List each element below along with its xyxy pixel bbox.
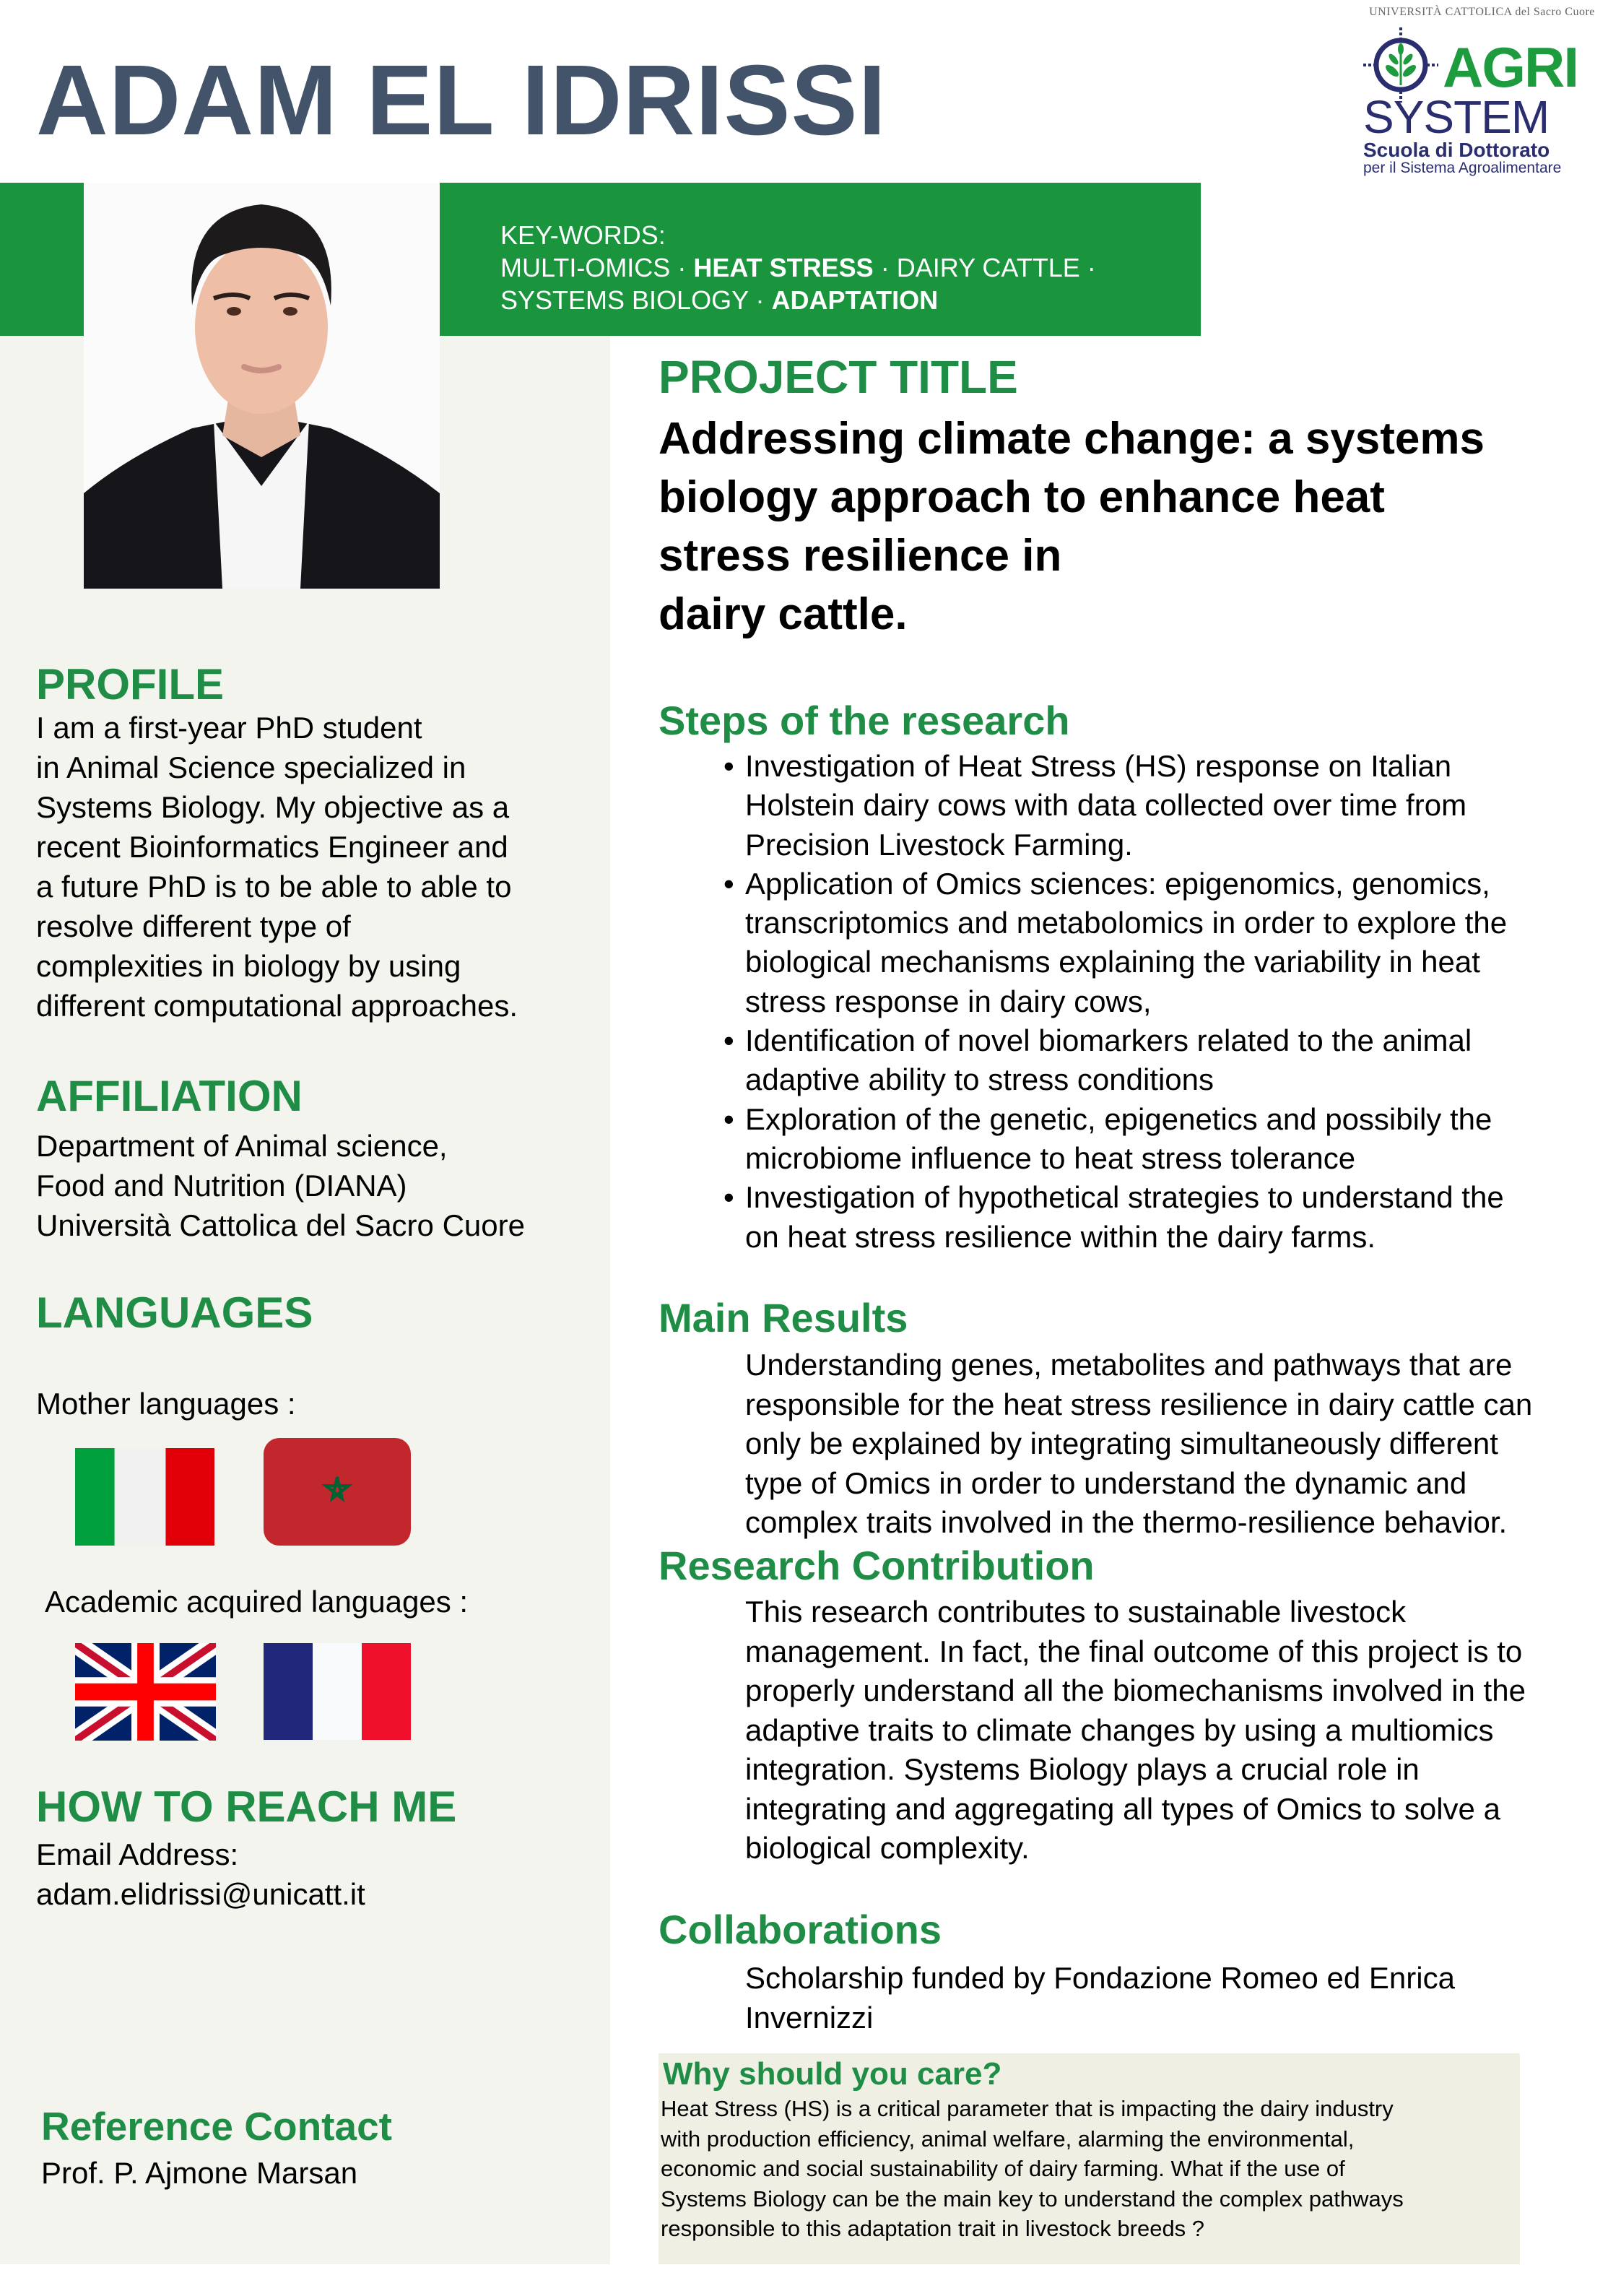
logo-subtitle: per il Sistema Agroalimentare	[1363, 160, 1562, 176]
keyword: MULTI-OMICS	[500, 253, 671, 282]
step-line: Investigation of hypothetical strategies to understand the	[745, 1180, 1504, 1215]
contribution-line: integrating and aggregating all types of Omics to solve a	[745, 1791, 1500, 1826]
profile-line: recent Bioinformatics Engineer and	[36, 830, 508, 864]
keyword: ADAPTATION	[771, 285, 939, 315]
contribution-heading: Research Contribution	[659, 1543, 1095, 1588]
results-line: type of Omics in order to understand the dynamic and	[745, 1465, 1467, 1500]
keyword: DAIRY CATTLE	[896, 253, 1080, 282]
profile-line: in Animal Science specialized in	[36, 750, 466, 784]
logo-agri: AGRI	[1443, 35, 1578, 99]
mother-languages-label: Mother languages :	[36, 1387, 296, 1421]
reference-name: Prof. P. Ajmone Marsan	[41, 2156, 358, 2190]
step-line: Exploration of the genetic, epigenetics and possibily the	[745, 1101, 1492, 1136]
steps-heading: Steps of the research	[659, 698, 1070, 743]
keyword-separator: ·	[1079, 253, 1096, 282]
results-line: only be explained by integrating simultaneously different	[745, 1426, 1498, 1460]
step-line: biological mechanisms explaining the variability in heat	[745, 945, 1480, 979]
contribution-line: integration. Systems Biology plays a crucial role in	[745, 1752, 1420, 1786]
agrisystem-logo	[1357, 6, 1607, 176]
steps-list	[723, 747, 1612, 1257]
bullet-icon: •	[723, 1023, 734, 1058]
project-title-line: Addressing climate change: a systems	[659, 414, 1485, 464]
project-title-line: stress resilience in	[659, 531, 1062, 581]
keywords	[500, 219, 1096, 316]
steps-list-item	[723, 747, 1612, 865]
why-care-text	[661, 2094, 1513, 2244]
contribution-line: management. In fact, the final outcome of this project is to	[745, 1634, 1523, 1668]
step-line: Application of Omics sciences: epigenomics, genomics,	[745, 866, 1490, 901]
collaborations-line: Invernizzi	[745, 2000, 874, 2035]
academic-languages-label: Academic acquired languages :	[45, 1585, 469, 1619]
profile-text	[36, 708, 518, 1026]
bullet-icon: •	[723, 866, 734, 901]
why-care-line: with production efficiency, animal welfare, alarming the environmental,	[661, 2126, 1355, 2152]
profile-heading: PROFILE	[36, 660, 225, 709]
collaborations-line: Scholarship funded by Fondazione Romeo ed Enrica	[745, 1961, 1455, 1995]
steps-list-item	[723, 865, 1612, 1021]
profile-line: I am a first-year PhD student	[36, 711, 422, 745]
profile-line: complexities in biology by using	[36, 949, 461, 983]
why-care-line: economic and social sustainability of dairy farming. What if the use of	[661, 2156, 1345, 2181]
affiliation-line: Università Cattolica del Sacro Cuore	[36, 1208, 525, 1242]
steps-list-item	[723, 1100, 1612, 1179]
step-line: transcriptomics and metabolomics in order to explore the	[745, 906, 1508, 940]
why-care-line: Systems Biology can be the main key to understand the complex pathways	[661, 2185, 1404, 2211]
keyword-separator: ·	[748, 285, 772, 315]
affiliation-line: Food and Nutrition (DIANA)	[36, 1169, 407, 1203]
steps-list-item	[723, 1178, 1612, 1257]
why-care-heading: Why should you care?	[663, 2056, 1002, 2092]
collaborations-heading: Collaborations	[659, 1907, 942, 1952]
france-flag	[264, 1643, 411, 1740]
results-line: responsible for the heat stress resilience in dairy cattle can	[745, 1387, 1533, 1421]
step-line: Identification of novel biomarkers related to the animal	[745, 1023, 1472, 1058]
contribution-line: properly understand all the biomechanisms involved in the	[745, 1673, 1526, 1707]
affiliation-text	[36, 1126, 525, 1245]
results-line: complex traits involved in the thermo-resilience behavior.	[745, 1505, 1508, 1539]
step-line: adaptive ability to stress conditions	[745, 1062, 1214, 1097]
step-line: microbiome influence to heat stress tolerance	[745, 1140, 1356, 1175]
profile-line: Systems Biology. My objective as a	[36, 790, 510, 824]
keyword-separator: ·	[873, 253, 897, 282]
keyword-separator: ·	[670, 253, 694, 282]
uk-flag	[75, 1643, 216, 1741]
morocco-flag	[264, 1438, 411, 1546]
profile-line: a future PhD is to be able to able to	[36, 870, 512, 904]
affiliation-heading: AFFILIATION	[36, 1072, 303, 1120]
results-line: Understanding genes, metabolites and pathways that are	[745, 1348, 1513, 1382]
step-line: stress response in dairy cows,	[745, 984, 1152, 1018]
profile-line: resolve different type of	[36, 909, 351, 943]
keywords-label: KEY-WORDS:	[500, 220, 666, 250]
bullet-icon: •	[723, 1101, 734, 1136]
logo-system: SYSTEM	[1363, 91, 1550, 143]
logo-university: UNIVERSITÀ CATTOLICA del Sacro Cuore	[1369, 6, 1595, 18]
results-text	[745, 1346, 1619, 1543]
keywords-line-2	[500, 284, 1096, 316]
bullet-icon: •	[723, 749, 734, 783]
keyword: HEAT STRESS	[693, 253, 874, 282]
profile-line: different computational approaches.	[36, 989, 518, 1023]
person-portrait-icon	[84, 183, 440, 589]
profile-photo	[84, 183, 440, 589]
step-line: Investigation of Heat Stress (HS) response on Italian	[745, 749, 1452, 783]
collaborations-text	[745, 1959, 1612, 2037]
italy-flag	[75, 1448, 214, 1546]
bullet-icon: •	[723, 1180, 734, 1215]
contact-heading: HOW TO REACH ME	[36, 1782, 457, 1831]
keywords-line-1	[500, 251, 1096, 284]
affiliation-line: Department of Animal science,	[36, 1129, 448, 1163]
languages-heading: LANGUAGES	[36, 1288, 313, 1337]
project-title-label: PROJECT TITLE	[659, 351, 1018, 403]
why-care-line: Heat Stress (HS) is a critical parameter that is impacting the dairy industry	[661, 2096, 1394, 2121]
contribution-line: This research contributes to sustainable livestock	[745, 1595, 1407, 1629]
contact-text	[36, 1834, 365, 1914]
project-title	[659, 410, 1597, 644]
contribution-line: adaptive traits to climate changes by using a multiomics	[745, 1712, 1494, 1747]
results-heading: Main Results	[659, 1295, 908, 1340]
project-title-line: biology approach to enhance heat	[659, 472, 1385, 522]
contribution-text	[745, 1593, 1612, 1868]
decorative-green-band	[0, 183, 84, 336]
contribution-line: biological complexity.	[745, 1831, 1030, 1865]
step-line: Holstein dairy cows with data collected over time from	[745, 788, 1467, 823]
page-title: ADAM EL IDRISSI	[36, 45, 887, 156]
email-label: Email Address:	[36, 1837, 239, 1871]
email-link[interactable]: adam.elidrissi@unicatt.it	[36, 1877, 365, 1911]
project-title-line: dairy cattle.	[659, 589, 908, 639]
step-line: Precision Livestock Farming.	[745, 827, 1133, 862]
reference-heading: Reference Contact	[41, 2104, 392, 2149]
step-line: on heat stress resilience within the dairy farms.	[745, 1219, 1376, 1254]
logo-scuola: Scuola di Dottorato	[1363, 139, 1550, 161]
keyword: SYSTEMS BIOLOGY	[500, 285, 749, 315]
why-care-line: responsible to this adaptation trait in livestock breeds ?	[661, 2216, 1205, 2241]
steps-list-item	[723, 1021, 1612, 1100]
